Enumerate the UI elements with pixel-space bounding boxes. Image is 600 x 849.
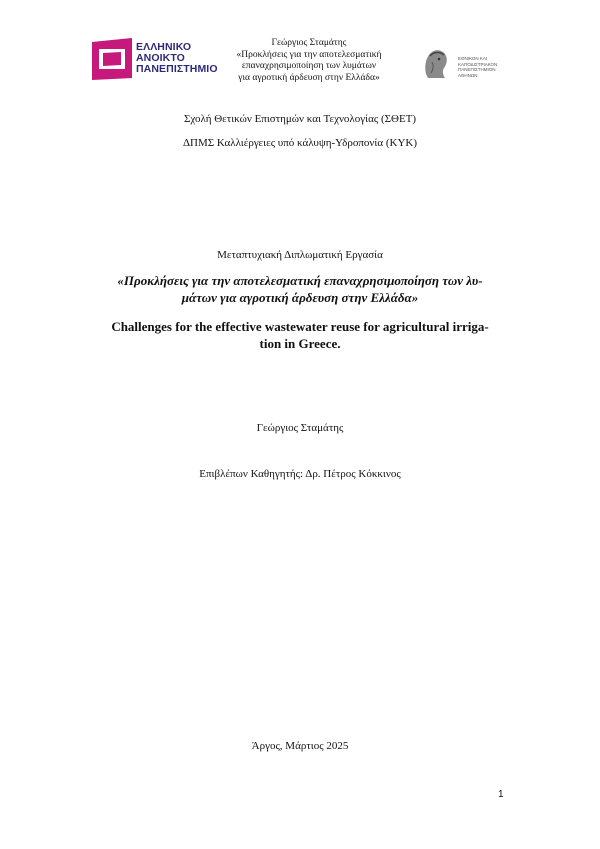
hou-logo-line: ΕΛΛΗΝΙΚΟ: [136, 41, 192, 53]
title-english-line: tion in Greece.: [259, 336, 341, 351]
uoa-logo-line: ΚΑΠΟΔΙΣΤΡΙΑΚΟΝ: [458, 61, 498, 67]
hou-logo-line: ΑΝΟΙΚΤΟ: [136, 52, 185, 64]
running-header: [214, 38, 404, 84]
uoa-logo-line: ΑΘΗΝΩΝ: [458, 72, 478, 78]
header-title-line: «Προκλήσεις για την αποτελεσματική: [236, 49, 382, 60]
thesis-title-english: [92, 318, 508, 352]
header-author: Γεώργιος Σταμάτης: [271, 38, 347, 48]
hou-logo-line: ΠΑΝΕΠΙΣΤΗΜΙΟ: [136, 63, 218, 75]
thesis-title-greek: [92, 272, 508, 306]
header-title-line: επαναχρησιμοποίηση των λυμάτων: [241, 61, 377, 71]
place-and-date: Άργος, Μάρτιος 2025: [251, 740, 349, 752]
uoa-logo-line: ΠΑΝΕΠΙΣΤΗΜΙΟΝ: [458, 67, 496, 72]
school-name: Σχολή Θετικών Επιστημών και Τεχνολογίας (ΣΘΕΤ): [183, 113, 417, 125]
hellenic-open-university-logo: [92, 36, 218, 84]
supervisor-line: Επιβλέπων Καθηγητής: Δρ. Πέτρος Κόκκινος: [199, 468, 401, 480]
hou-emblem-icon: [92, 38, 132, 80]
header-title-line: για αγροτική άρδευση στην Ελλάδα»: [238, 72, 380, 83]
author-name: Γεώργιος Σταμάτης: [256, 422, 344, 434]
university-of-athens-logo: [418, 44, 508, 80]
title-greek-line: «Προκλήσεις για την αποτελεσματική επαναχρησιμοποίηση των λυ-: [117, 273, 483, 288]
uoa-logo-line: ΕΘΝΙΚΟΝ ΚΑΙ: [458, 56, 488, 61]
title-greek-line: μάτων για αγροτική άρδευση στην Ελλάδα»: [181, 290, 419, 305]
page-number: 1: [498, 789, 504, 800]
program-name: ΔΠΜΣ Καλλιέργειες υπό κάλυψη-Υδροπονία (ΚΥΚ): [182, 137, 418, 149]
hou-logo-text: [136, 42, 218, 75]
uoa-logo-text: [458, 56, 497, 78]
title-english-line: Challenges for the effective wastewater reuse for agricultural irriga-: [111, 319, 489, 334]
thesis-type: Μεταπτυχιακή Διπλωματική Εργασία: [217, 249, 383, 261]
athena-head-icon: [418, 44, 454, 80]
